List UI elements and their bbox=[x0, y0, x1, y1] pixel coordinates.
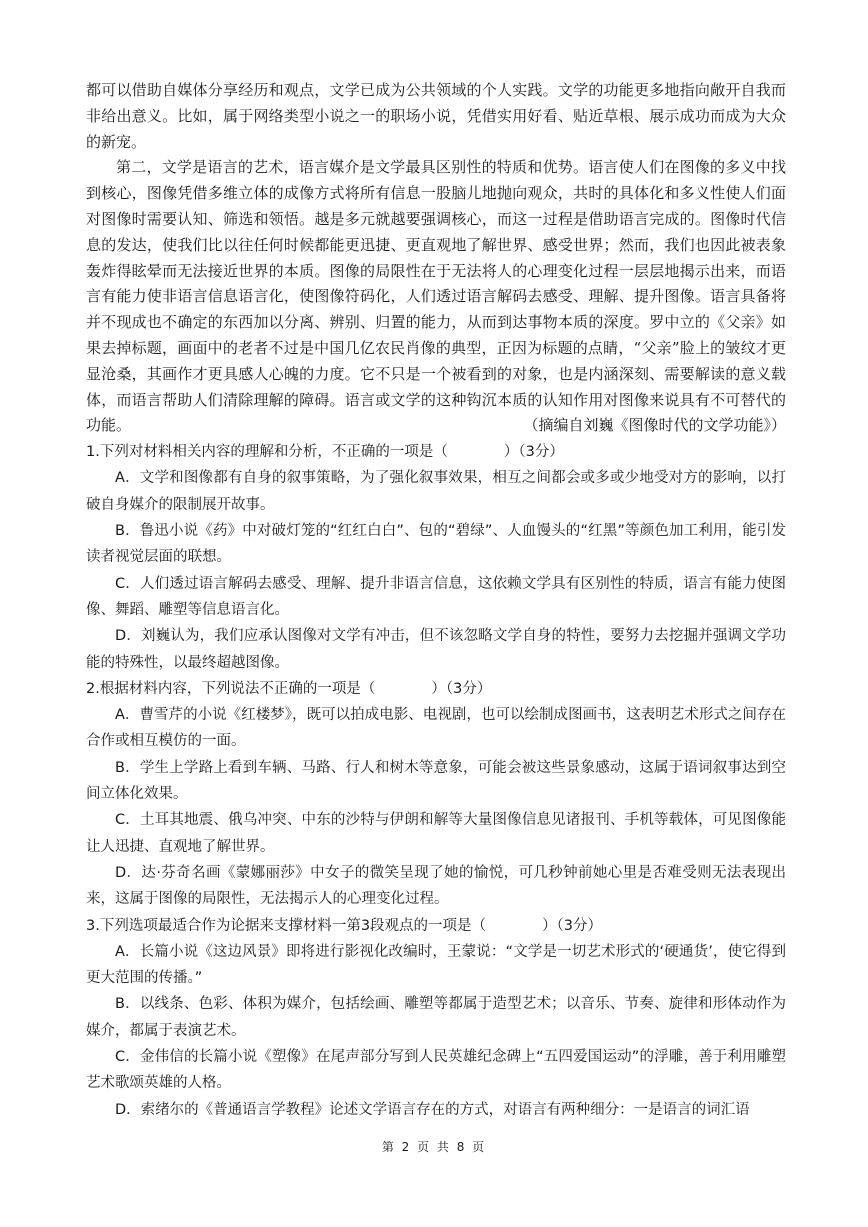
question-1 bbox=[86, 439, 786, 676]
question-stem: 1.下列对材料相关内容的理解和分析，不正确的一项是（ ）（3分） bbox=[86, 444, 564, 461]
option-c: C．人们透过语言解码去感受、理解、提升非语言信息，这依赖文学具有区别性的特质，语言有能力使图像、舞蹈、雕塑等信息语言化。 bbox=[86, 575, 786, 618]
page-footer: 第 2 页 共 8 页 bbox=[381, 1140, 487, 1154]
option-d: D．刘巍认为，我们应承认图像对文学有冲击，但不该忽略文学自身的特性，要努力去挖掘并强调文学功能的特殊性，以最终超越图像。 bbox=[86, 628, 786, 671]
option-c: C．土耳其地震、俄乌冲突、中东的沙特与伊朗和解等大量图像信息见诸报刊、手机等载体，可见图像能让人迅捷、直观地了解世界。 bbox=[86, 812, 786, 855]
passage-paragraph-1: 都可以借助自媒体分享经历和观点，文学已成为公共领域的个人实践。文学的功能更多地指向敞开自我而非给出意义。比如，属于网络类型小说之一的职场小说，凭借实用好看、贴近草根、展示成功而成为大众的新宠。 bbox=[86, 81, 786, 151]
option-a: A．曹雪芹的小说《红楼梦》，既可以拍成电影、电视剧，也可以绘制成图画书，这表明艺术形式之间存在合作或相互模仿的一面。 bbox=[86, 707, 786, 750]
option-b: B．鲁迅小说《药》中对破灯笼的“红红白白”、包的“碧绿”、人血馒头的“红黑”等颜色加工利用，能引发读者视觉层面的联想。 bbox=[86, 523, 786, 566]
option-a: A．长篇小说《这边风景》即将进行影视化改编时，王蒙说：“文学是一切艺术形式的‘硬通货’，使它得到更大范围的传播。” bbox=[86, 943, 786, 987]
option-b: B．学生上学路上看到车辆、马路、行人和树木等意象，可能会被这些景象感动，这属于语词叙事达到空间立体化效果。 bbox=[86, 759, 786, 803]
option-b: B．以线条、色彩、体积为媒介，包括绘画、雕塑等都属于造型艺术；以音乐、节奏、旋律和形体动作为媒介，都属于表演艺术。 bbox=[86, 996, 786, 1039]
option-d: D．索绪尔的《普通语言学教程》论述文学语言存在的方式，对语言有两种细分：一是语言的词汇语 bbox=[115, 1101, 750, 1118]
option-a: A．文学和图像都有自身的叙事策略，为了强化叙事效果，相互之间都会或多或少地受对方的影响，以打破自身媒介的限制展开故事。 bbox=[86, 470, 786, 513]
option-c: C．金伟信的长篇小说《塑像》在尾声部分写到人民英雄纪念碑上“五四爱国运动”的浮雕，善于利用雕塑艺术歌颂英雄的人格。 bbox=[86, 1048, 786, 1092]
question-3 bbox=[86, 913, 786, 1123]
question-stem: 2.根据材料内容，下列说法不正确的一项是（ ）（3分） bbox=[86, 680, 492, 697]
option-d: D．达·芬奇名画《蒙娜丽莎》中女子的微笑呈现了她的愉悦，可几秒钟前她心里是否难受则无法表现出来，这属于图像的局限性，无法揭示人的心理变化过程。 bbox=[86, 864, 786, 908]
question-stem: 3.下列选项最适合作为论据来支撑材料一第3段观点的一项是（ ）（3分） bbox=[86, 917, 603, 934]
passage-source: （摘编自刘巍《图像时代的文学功能》） bbox=[523, 416, 786, 435]
passage-paragraph-2: 第二，文学是语言的艺术，语言媒介是文学最具区别性的特质和优势。语言使人们在图像的多义中找到核心，图像凭借多维立体的成像方式将所有信息一股脑儿地抛向观众，共时的具体化和多义性使人们面对图像时需要认知、筛选和领悟。越是多元就越要强调核心，而这一过程是借助语言完成的。图像时代信息的发达，使我们比以往任何时候都能更迅捷、更直观地了解世界、感受世界；然而，我们也因此被表象轰炸得眩晕而无法接近世界的本质。图像的局限性在于无法将人的心理变化过程一层层地揭示出来，而语言有能力使非语言信息语言化，使图像符码化，人们透过语言解码去感受、理解、提升图像。语言具备将并不现成也不确定的东西加以分离、辨别、归置的能力，从而到达事物本质的深度。罗中立的《父亲》如果去掉标题，画面中的老者不过是中国几亿农民肖像的典型，正因为标题的点睛，“父亲”脸上的皱纹才更显沧桑，其画作才更具感人心魄的力度。它不只是一个被看到的对象，也是内涵深刻、需要解读的意义载体，而语言帮助人们清除理解的障碍。语言或文学的这种钩沉本质的认知作用对图像来说具有不可替代的功能。 bbox=[86, 158, 786, 435]
question-2 bbox=[86, 676, 786, 913]
page-content bbox=[86, 78, 786, 1123]
